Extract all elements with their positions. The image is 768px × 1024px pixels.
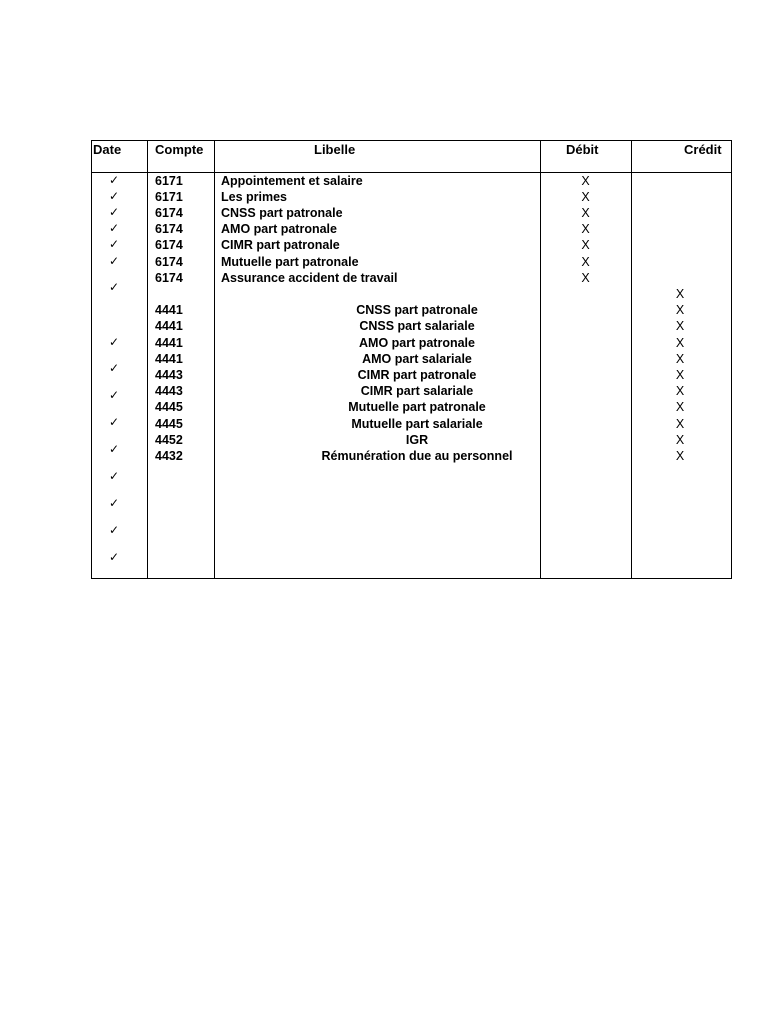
libelle-cell: Mutuelle part salariale (351, 417, 483, 431)
compte-cell: 6171 (155, 190, 183, 204)
compte-cell: 6174 (155, 222, 183, 236)
compte-cell: 4445 (155, 400, 183, 414)
credit-mark: X (675, 417, 685, 431)
checkmark-icon: ✓ (108, 189, 120, 203)
compte-cell: 4432 (155, 449, 183, 463)
debit-mark: X (581, 255, 590, 269)
header-credit: Crédit (684, 142, 722, 157)
libelle-cell: Assurance accident de travail (221, 271, 398, 285)
table-row (92, 270, 731, 286)
checkmark-icon: ✓ (108, 442, 120, 456)
table-row (92, 399, 731, 415)
compte-cell: 6174 (155, 238, 183, 252)
libelle-cell: AMO part salariale (362, 352, 472, 366)
journal-entry-table (91, 140, 732, 579)
credit-mark: X (675, 400, 685, 414)
checkmark-icon: ✓ (108, 237, 120, 251)
checkmark-icon: ✓ (108, 469, 120, 483)
compte-cell: 6171 (155, 174, 183, 188)
checkmark-icon: ✓ (108, 280, 120, 294)
credit-mark: X (675, 287, 685, 301)
checkmark-icon: ✓ (108, 173, 120, 187)
libelle-cell: CIMR part salariale (360, 384, 474, 398)
compte-cell: 4441 (155, 352, 183, 366)
libelle-cell: AMO part patronale (221, 222, 337, 236)
compte-cell: 4445 (155, 417, 183, 431)
table-row (92, 416, 731, 432)
libelle-cell: Les primes (221, 190, 288, 204)
table-row (92, 432, 731, 448)
debit-mark: X (581, 174, 590, 188)
libelle-cell: Appointement et salaire (221, 174, 363, 188)
checkmark-icon: ✓ (108, 415, 120, 429)
credit-mark: X (675, 336, 685, 350)
table-row (92, 286, 731, 302)
libelle-cell: CNSS part patronale (221, 206, 343, 220)
libelle-cell: Mutuelle part patronale (221, 255, 359, 269)
libelle-cell: Mutuelle part patronale (348, 400, 486, 414)
debit-mark: X (581, 206, 590, 220)
debit-mark: X (581, 238, 590, 252)
table-row (92, 189, 731, 205)
checkmark-icon: ✓ (108, 361, 120, 375)
checkmark-icon: ✓ (108, 221, 120, 235)
libelle-cell: Rémunération due au personnel (321, 449, 513, 463)
table-row (92, 335, 731, 351)
table-row (92, 383, 731, 399)
compte-cell: 4443 (155, 384, 183, 398)
table-row (92, 221, 731, 237)
credit-mark: X (675, 303, 685, 317)
compte-cell: 6174 (155, 206, 183, 220)
table-row (92, 205, 731, 221)
compte-cell: 6174 (155, 271, 183, 285)
libelle-cell: AMO part patronale (359, 336, 475, 350)
checkmark-icon: ✓ (108, 496, 120, 510)
libelle-cell: CIMR part patronale (357, 368, 477, 382)
checkmark-icon: ✓ (108, 523, 120, 537)
checkmark-icon: ✓ (108, 388, 120, 402)
header-debit: Débit (566, 142, 599, 157)
table-row (92, 367, 731, 383)
compte-cell: 4441 (155, 303, 183, 317)
credit-mark: X (675, 352, 685, 366)
credit-mark: X (675, 319, 685, 333)
table-row (92, 254, 731, 270)
libelle-cell: CNSS part salariale (359, 319, 475, 333)
compte-cell: 4443 (155, 368, 183, 382)
table-row (92, 302, 731, 318)
table-row (92, 448, 731, 464)
compte-cell: 4441 (155, 319, 183, 333)
credit-mark: X (675, 368, 685, 382)
header-compte: Compte (155, 142, 204, 157)
compte-cell: 4441 (155, 336, 183, 350)
compte-cell: 6174 (155, 255, 183, 269)
checkmark-icon: ✓ (108, 335, 120, 349)
libelle-cell: CNSS part patronale (356, 303, 478, 317)
checkmark-icon: ✓ (108, 550, 120, 564)
table-row (92, 237, 731, 253)
compte-cell: 4452 (155, 433, 183, 447)
credit-mark: X (675, 384, 685, 398)
credit-mark: X (675, 433, 685, 447)
libelle-cell: CIMR part patronale (221, 238, 340, 252)
table-row (92, 318, 731, 334)
table-row (92, 173, 731, 189)
debit-mark: X (581, 222, 590, 236)
debit-mark: X (581, 190, 590, 204)
table-row (92, 351, 731, 367)
libelle-cell: IGR (405, 433, 429, 447)
debit-mark: X (581, 271, 590, 285)
checkmark-icon: ✓ (108, 205, 120, 219)
credit-mark: X (675, 449, 685, 463)
header-libelle: Libelle (314, 142, 356, 157)
header-date: Date (93, 142, 122, 157)
checkmark-icon: ✓ (108, 254, 120, 268)
